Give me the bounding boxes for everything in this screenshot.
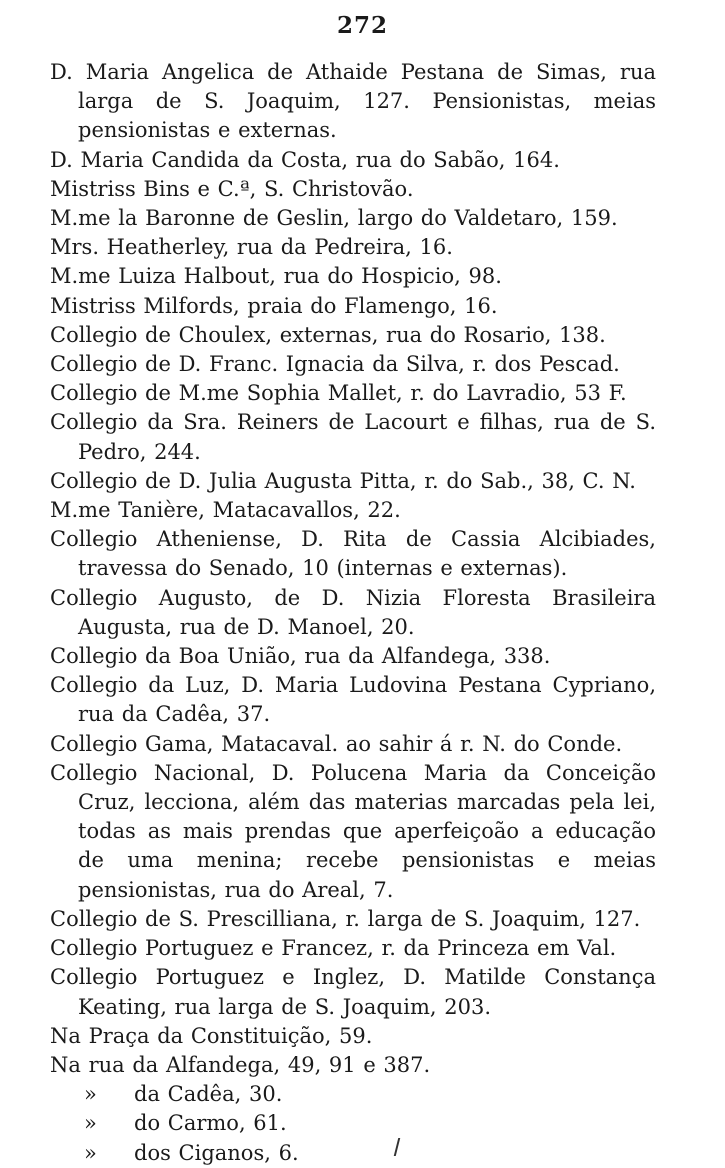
directory-entry: M.me Luiza Halbout, rua do Hospicio, 98.: [50, 264, 502, 289]
directory-entry: Na Praça da Constituição, 59.: [50, 1023, 373, 1048]
directory-entry: M.me la Baronne de Geslin, largo do Valdetaro, 159.: [50, 206, 618, 231]
sub-entry-text: do Carmo, 61.: [134, 1111, 287, 1136]
directory-entry: Collegio Atheniense, D. Rita de Cassia Alcibiades, travessa do Senado, 10 (internas e externas).: [50, 527, 656, 581]
directory-entry: Collegio da Sra. Reiners de Lacourt e filhas, rua de S. Pedro, 244.: [50, 410, 656, 464]
directory-entry: Collegio Portuguez e Francez, r. da Princeza em Val.: [50, 936, 617, 961]
directory-entry: Collegio da Boa União, rua da Alfandega, 338.: [50, 644, 551, 669]
sub-entry: [50, 1080, 656, 1109]
sub-entry-text: dos Ciganos, 6.: [134, 1140, 299, 1165]
directory-entry: Collegio Gama, Matacaval. ao sahir á r. N. do Conde.: [50, 731, 623, 756]
directory-entry: Collegio de S. Prescilliana, r. larga de S. Joaquim, 127.: [50, 906, 641, 931]
directory-entry: Collegio Nacional, D. Polucena Maria da Conceição Cruz, lecciona, além das materias marcadas pela lei, todas as mais prendas que aperfeiçoão a educação de uma menina; recebe pensionistas e meias pensionistas, rua do Areal, 7.: [50, 760, 656, 902]
directory-entry: Collegio de M.me Sophia Mallet, r. do Lavradio, 53 F.: [50, 381, 627, 406]
directory-entry: Collegio Portuguez e Inglez, D. Matilde Constança Keating, rua larga de S. Joaquim, 203.: [50, 965, 656, 1019]
directory-entry: Collegio de Choulex, externas, rua do Rosario, 138.: [50, 322, 606, 347]
ditto-mark: »: [84, 1082, 97, 1107]
directory-entry: D. Maria Candida da Costa, rua do Sabão, 164.: [50, 147, 560, 172]
directory-entry: Collegio de D. Julia Augusta Pitta, r. do Sab., 38, C. N.: [50, 468, 636, 493]
directory-entry: Collegio da Luz, D. Maria Ludovina Pestana Cypriano, rua da Cadêa, 37.: [50, 673, 656, 727]
directory-entry: Mistriss Bins e C.ª, S. Christovão.: [50, 176, 414, 201]
directory-entry: Collegio de D. Franc. Ignacia da Silva, r. dos Pescad.: [50, 352, 620, 377]
ditto-mark: »: [84, 1111, 97, 1136]
directory-entry: M.me Tanière, Matacavallos, 22.: [50, 498, 401, 523]
sub-entry: [50, 1109, 656, 1138]
sub-entry: [50, 1139, 656, 1168]
directory-entry: Mistriss Milfords, praia do Flamengo, 16.: [50, 293, 498, 318]
directory-entry: Mrs. Heatherley, rua da Pedreira, 16.: [50, 235, 453, 260]
directory-entry: Na rua da Alfandega, 49, 91 e 387.: [50, 1052, 431, 1077]
page-number: 272: [336, 12, 388, 39]
ditto-mark: »: [84, 1140, 97, 1165]
directory-entry: Collegio Augusto, de D. Nizia Floresta Brasileira Augusta, rua de D. Manoel, 20.: [50, 585, 656, 639]
sub-entry-text: da Cadêa, 30.: [134, 1082, 283, 1107]
directory-list: [50, 58, 656, 1168]
directory-entry: D. Maria Angelica de Athaide Pestana de Simas, rua larga de S. Joaquim, 127. Pensionistas, meias pensionistas e externas.: [50, 60, 656, 143]
